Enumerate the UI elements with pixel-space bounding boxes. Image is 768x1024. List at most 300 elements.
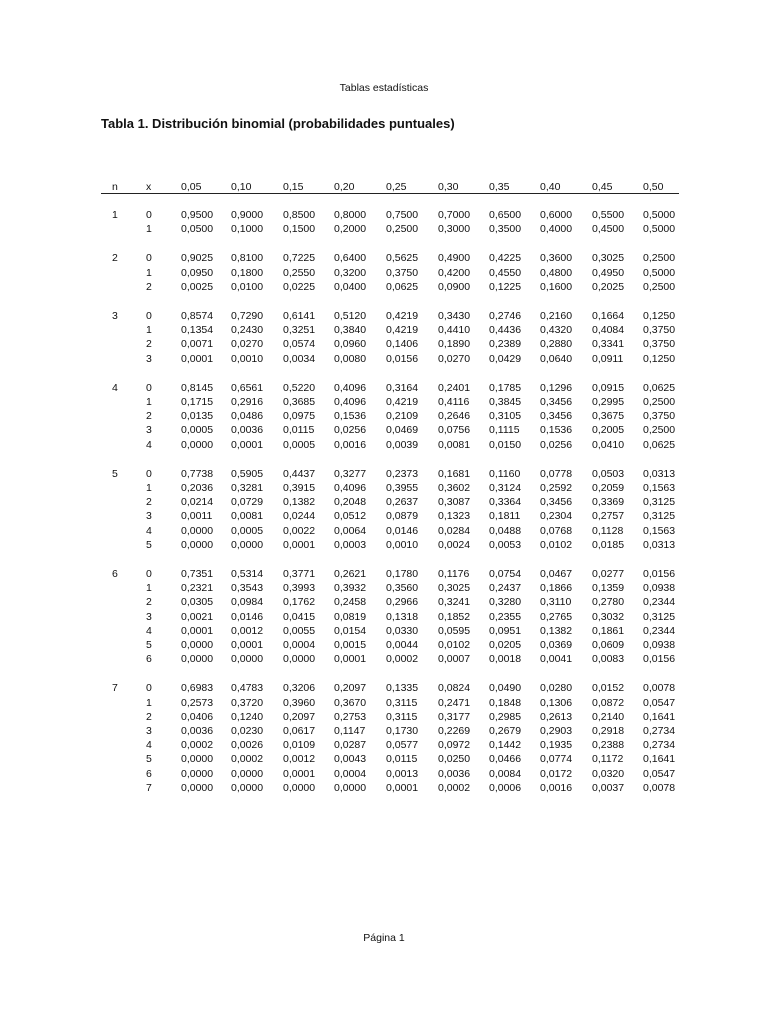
table-cell: 0,2097	[334, 682, 367, 694]
table-cell: 0,0081	[438, 439, 471, 451]
table-cell: 0,1359	[592, 582, 625, 594]
table-cell: 0,2344	[643, 625, 676, 637]
table-cell: 0,0055	[283, 625, 316, 637]
table-cell: 0,0938	[643, 582, 676, 594]
table-cell: 0,3281	[231, 482, 264, 494]
table-cell: 0,5625	[386, 252, 419, 264]
table-cell: 0,1250	[643, 310, 676, 322]
table-cell: 0,0754	[489, 568, 522, 580]
table-cell: 0,0081	[231, 510, 264, 522]
table-cell: 0,0156	[643, 568, 676, 580]
table-cell: 0,0490	[489, 682, 522, 694]
table-cell: 0,0034	[283, 353, 316, 365]
table-cell: 0,0320	[592, 768, 625, 780]
table-cell: 0,0024	[438, 539, 471, 551]
table-cell: 0,0026	[231, 739, 264, 751]
table-cell: 0,0115	[283, 424, 315, 436]
table-cell: 0,0002	[386, 653, 419, 665]
row-x-label: 4	[146, 439, 152, 451]
table-cell: 0,0001	[283, 539, 316, 551]
table-cell: 0,1250	[643, 353, 676, 365]
table-cell: 0,4000	[540, 223, 573, 235]
table-cell: 0,3543	[231, 582, 264, 594]
table-cell: 0,1225	[489, 281, 522, 293]
table-cell: 0,3456	[540, 396, 573, 408]
table-cell: 0,1664	[592, 310, 625, 322]
table-cell: 0,0872	[592, 697, 625, 709]
table-cell: 0,0000	[181, 539, 214, 551]
table-cell: 0,2458	[334, 596, 367, 608]
table-cell: 0,1160	[489, 468, 521, 480]
table-cell: 0,0078	[643, 682, 676, 694]
table-cell: 0,2269	[438, 725, 471, 737]
column-header-p: 0,15	[283, 181, 304, 193]
table-cell: 0,3915	[283, 482, 316, 494]
row-x-label: 0	[146, 682, 152, 694]
table-cell: 0,6983	[181, 682, 214, 694]
table-cell: 0,0819	[334, 611, 367, 623]
table-cell: 0,4320	[540, 324, 573, 336]
row-x-label: 3	[146, 353, 152, 365]
table-cell: 0,1866	[540, 582, 573, 594]
table-cell: 0,4410	[438, 324, 471, 336]
table-cell: 0,3115	[386, 711, 418, 723]
table-cell: 0,0135	[181, 410, 214, 422]
row-x-label: 7	[146, 782, 152, 794]
table-cell: 0,1861	[592, 625, 625, 637]
row-x-label: 1	[146, 396, 152, 408]
table-cell: 0,0729	[231, 496, 264, 508]
table-cell: 0,0022	[283, 525, 316, 537]
table-cell: 0,1641	[643, 711, 676, 723]
table-cell: 0,0400	[334, 281, 367, 293]
table-cell: 0,4219	[386, 396, 419, 408]
table-cell: 0,1811	[489, 510, 521, 522]
table-cell: 0,0410	[592, 439, 625, 451]
table-cell: 0,0102	[540, 539, 573, 551]
table-cell: 0,1563	[643, 525, 676, 537]
table-cell: 0,0001	[181, 353, 214, 365]
table-cell: 0,0486	[231, 410, 264, 422]
table-cell: 0,0369	[540, 639, 573, 651]
row-x-label: 3	[146, 424, 152, 436]
table-cell: 0,0115	[386, 753, 418, 765]
table-cell: 0,2471	[438, 697, 471, 709]
table-cell: 0,0102	[438, 639, 471, 651]
row-x-label: 0	[146, 382, 152, 394]
row-x-label: 5	[146, 753, 152, 765]
table-cell: 0,0005	[181, 424, 214, 436]
row-x-label: 6	[146, 768, 152, 780]
table-cell: 0,0000	[181, 639, 214, 651]
table-cell: 0,0000	[231, 782, 264, 794]
table-cell: 0,4200	[438, 267, 471, 279]
table-cell: 0,0270	[231, 338, 264, 350]
table-cell: 0,2985	[489, 711, 522, 723]
table-cell: 0,4096	[334, 396, 367, 408]
table-cell: 0,3602	[438, 482, 471, 494]
table-cell: 0,0018	[489, 653, 522, 665]
table-cell: 0,1730	[386, 725, 419, 737]
table-cell: 0,2918	[592, 725, 625, 737]
table-cell: 0,2903	[540, 725, 573, 737]
table-cell: 0,1536	[334, 410, 367, 422]
table-cell: 0,0972	[438, 739, 471, 751]
table-cell: 0,3456	[540, 410, 573, 422]
table-cell: 0,3670	[334, 697, 367, 709]
table-cell: 0,1715	[181, 396, 214, 408]
row-x-label: 3	[146, 611, 152, 623]
table-cell: 0,0960	[334, 338, 367, 350]
table-cell: 0,5000	[643, 209, 676, 221]
table-cell: 0,1318	[386, 611, 419, 623]
table-cell: 0,3251	[283, 324, 316, 336]
table-cell: 0,0150	[489, 439, 522, 451]
table-cell: 0,1382	[540, 625, 573, 637]
table-cell: 0,0146	[231, 611, 264, 623]
table-cell: 0,3110	[540, 596, 572, 608]
table-cell: 0,2780	[592, 596, 625, 608]
table-cell: 0,1240	[231, 711, 264, 723]
table-cell: 0,3845	[489, 396, 522, 408]
table-cell: 0,3241	[438, 596, 471, 608]
row-x-label: 5	[146, 639, 152, 651]
table-cell: 0,2025	[592, 281, 625, 293]
table-cell: 0,6561	[231, 382, 264, 394]
table-cell: 0,0277	[592, 568, 625, 580]
row-x-label: 0	[146, 568, 152, 580]
table-cell: 0,2059	[592, 482, 625, 494]
table-cell: 0,1785	[489, 382, 522, 394]
table-cell: 0,1000	[231, 223, 264, 235]
table-cell: 0,4096	[334, 382, 367, 394]
table-cell: 0,3115	[386, 697, 418, 709]
table-cell: 0,0001	[231, 639, 264, 651]
table-cell: 0,4800	[540, 267, 573, 279]
table-cell: 0,2321	[181, 582, 214, 594]
column-header-p: 0,40	[540, 181, 561, 193]
row-x-label: 3	[146, 725, 152, 737]
table-cell: 0,0950	[181, 267, 214, 279]
table-cell: 0,0000	[181, 653, 214, 665]
table-cell: 0,4783	[231, 682, 264, 694]
column-header-p: 0,05	[181, 181, 202, 193]
table-cell: 0,0984	[231, 596, 264, 608]
table-cell: 0,0284	[438, 525, 471, 537]
table-cell: 0,0915	[592, 382, 625, 394]
table-cell: 0,3177	[438, 711, 471, 723]
row-x-label: 4	[146, 625, 152, 637]
table-cell: 0,3430	[438, 310, 471, 322]
row-x-label: 5	[146, 539, 152, 551]
table-cell: 0,0006	[489, 782, 522, 794]
table-cell: 0,0100	[231, 281, 264, 293]
table-cell: 0,0415	[283, 611, 316, 623]
table-cell: 0,2550	[283, 267, 316, 279]
table-cell: 0,0547	[643, 768, 676, 780]
table-cell: 0,0778	[540, 468, 573, 480]
table-cell: 0,3955	[386, 482, 419, 494]
table-cell: 0,0025	[181, 281, 214, 293]
row-x-label: 2	[146, 496, 152, 508]
table-cell: 0,1323	[438, 510, 471, 522]
table-cell: 0,2592	[540, 482, 573, 494]
table-cell: 0,0469	[386, 424, 419, 436]
table-cell: 0,0036	[181, 725, 214, 737]
table-cell: 0,4550	[489, 267, 522, 279]
table-cell: 0,0250	[438, 753, 471, 765]
table-cell: 0,0001	[231, 439, 264, 451]
table-cell: 0,0037	[592, 782, 625, 794]
table-cell: 0,2140	[592, 711, 625, 723]
table-cell: 0,0330	[386, 625, 419, 637]
table-cell: 0,0214	[181, 496, 214, 508]
table-cell: 0,9025	[181, 252, 214, 264]
table-cell: 0,0768	[540, 525, 573, 537]
table-cell: 0,3206	[283, 682, 316, 694]
table-cell: 0,0911	[592, 353, 624, 365]
table-cell: 0,0313	[643, 468, 676, 480]
table-cell: 0,2355	[489, 611, 522, 623]
table-cell: 0,2389	[489, 338, 522, 350]
table-cell: 0,8000	[334, 209, 367, 221]
table-title: Tabla 1. Distribución binomial (probabilidades puntuales)	[101, 116, 455, 131]
table-cell: 0,8100	[231, 252, 264, 264]
table-cell: 0,7000	[438, 209, 471, 221]
table-cell: 0,2000	[334, 223, 367, 235]
table-cell: 0,0625	[643, 439, 676, 451]
table-cell: 0,2916	[231, 396, 264, 408]
table-cell: 0,2573	[181, 697, 214, 709]
table-cell: 0,0080	[334, 353, 367, 365]
row-x-label: 0	[146, 209, 152, 221]
table-cell: 0,3125	[643, 611, 676, 623]
table-cell: 0,2757	[592, 510, 625, 522]
table-cell: 0,0005	[231, 525, 264, 537]
table-cell: 0,0012	[231, 625, 264, 637]
table-cell: 0,3720	[231, 697, 264, 709]
table-cell: 0,3369	[592, 496, 625, 508]
table-cell: 0,3932	[334, 582, 367, 594]
table-cell: 0,3124	[489, 482, 522, 494]
table-cell: 0,0280	[540, 682, 573, 694]
table-cell: 0,7290	[231, 310, 264, 322]
header-rule	[101, 193, 679, 194]
table-cell: 0,0146	[386, 525, 419, 537]
table-cell: 0,0036	[438, 768, 471, 780]
table-cell: 0,2344	[643, 596, 676, 608]
table-cell: 0,0043	[334, 753, 367, 765]
table-cell: 0,3560	[386, 582, 419, 594]
table-cell: 0,0011	[181, 510, 213, 522]
table-cell: 0,1128	[592, 525, 624, 537]
table-cell: 0,2304	[540, 510, 573, 522]
table-cell: 0,2500	[643, 396, 676, 408]
table-cell: 0,2637	[386, 496, 419, 508]
table-cell: 0,0609	[592, 639, 625, 651]
table-cell: 0,0007	[438, 653, 471, 665]
table-cell: 0,3341	[592, 338, 625, 350]
table-cell: 0,3500	[489, 223, 522, 235]
table-cell: 0,0078	[643, 782, 676, 794]
table-cell: 0,1406	[386, 338, 419, 350]
table-cell: 0,0001	[334, 653, 367, 665]
table-cell: 0,0002	[231, 753, 264, 765]
table-cell: 0,1800	[231, 267, 264, 279]
row-x-label: 2	[146, 281, 152, 293]
table-cell: 0,1762	[283, 596, 316, 608]
table-cell: 0,0002	[181, 739, 214, 751]
group-n-label: 6	[112, 568, 118, 580]
table-cell: 0,7500	[386, 209, 419, 221]
table-cell: 0,0879	[386, 510, 419, 522]
table-cell: 0,0595	[438, 625, 471, 637]
table-cell: 0,1852	[438, 611, 471, 623]
table-cell: 0,5000	[643, 223, 676, 235]
table-cell: 0,6141	[283, 310, 316, 322]
table-cell: 0,2734	[643, 725, 676, 737]
table-cell: 0,0617	[283, 725, 316, 737]
table-cell: 0,3750	[643, 338, 676, 350]
table-cell: 0,0064	[334, 525, 367, 537]
table-cell: 0,2734	[643, 739, 676, 751]
table-cell: 0,2880	[540, 338, 573, 350]
row-x-label: 2	[146, 338, 152, 350]
table-cell: 0,0938	[643, 639, 676, 651]
column-header-p: 0,20	[334, 181, 355, 193]
table-cell: 0,2005	[592, 424, 625, 436]
row-x-label: 1	[146, 223, 152, 235]
table-cell: 0,4950	[592, 267, 625, 279]
table-cell: 0,1536	[540, 424, 573, 436]
table-cell: 0,0000	[231, 539, 264, 551]
column-header-p: 0,25	[386, 181, 407, 193]
column-header-n: n	[112, 181, 118, 193]
table-cell: 0,3105	[489, 410, 522, 422]
row-x-label: 0	[146, 252, 152, 264]
table-cell: 0,1172	[592, 753, 624, 765]
table-cell: 0,0000	[181, 782, 214, 794]
table-cell: 0,9500	[181, 209, 214, 221]
table-cell: 0,0500	[181, 223, 214, 235]
table-cell: 0,1641	[643, 753, 676, 765]
table-cell: 0,2500	[386, 223, 419, 235]
table-cell: 0,5220	[283, 382, 316, 394]
table-cell: 0,8145	[181, 382, 214, 394]
table-cell: 0,3750	[386, 267, 419, 279]
table-cell: 0,2388	[592, 739, 625, 751]
table-cell: 0,2109	[386, 410, 419, 422]
table-cell: 0,3125	[643, 496, 676, 508]
table-cell: 0,3200	[334, 267, 367, 279]
table-cell: 0,3277	[334, 468, 367, 480]
table-cell: 0,1681	[438, 468, 471, 480]
table-cell: 0,0016	[334, 439, 367, 451]
table-cell: 0,0172	[540, 768, 573, 780]
table-cell: 0,0152	[592, 682, 625, 694]
table-cell: 0,3164	[386, 382, 419, 394]
table-cell: 0,0756	[438, 424, 471, 436]
group-n-label: 3	[112, 310, 118, 322]
table-cell: 0,0000	[181, 439, 214, 451]
table-cell: 0,0003	[334, 539, 367, 551]
table-cell: 0,6000	[540, 209, 573, 221]
table-cell: 0,0039	[386, 439, 419, 451]
row-x-label: 6	[146, 653, 152, 665]
table-cell: 0,0577	[386, 739, 419, 751]
table-cell: 0,0185	[592, 539, 625, 551]
table-cell: 0,0000	[231, 768, 264, 780]
group-n-label: 5	[112, 468, 118, 480]
table-cell: 0,9000	[231, 209, 264, 221]
table-cell: 0,3840	[334, 324, 367, 336]
table-cell: 0,0053	[489, 539, 522, 551]
row-x-label: 2	[146, 711, 152, 723]
table-cell: 0,2036	[181, 482, 214, 494]
table-cell: 0,3025	[592, 252, 625, 264]
page-header: Tablas estadísticas	[339, 82, 429, 94]
table-cell: 0,0574	[283, 338, 316, 350]
table-cell: 0,2995	[592, 396, 625, 408]
row-x-label: 1	[146, 324, 152, 336]
table-cell: 0,1296	[540, 382, 573, 394]
table-cell: 0,0001	[283, 768, 316, 780]
table-cell: 0,2646	[438, 410, 471, 422]
table-cell: 0,4219	[386, 310, 419, 322]
table-cell: 0,0512	[334, 510, 367, 522]
table-cell: 0,0488	[489, 525, 522, 537]
table-cell: 0,8574	[181, 310, 214, 322]
table-cell: 0,0005	[283, 439, 316, 451]
table-cell: 0,0015	[334, 639, 367, 651]
table-cell: 0,0083	[592, 653, 625, 665]
table-cell: 0,0305	[181, 596, 214, 608]
table-cell: 0,2160	[540, 310, 573, 322]
table-cell: 0,3960	[283, 697, 316, 709]
table-cell: 0,0000	[283, 653, 316, 665]
table-cell: 0,0466	[489, 753, 522, 765]
table-cell: 0,5905	[231, 468, 264, 480]
table-cell: 0,3364	[489, 496, 522, 508]
table-cell: 0,3750	[643, 324, 676, 336]
table-cell: 0,0012	[283, 753, 316, 765]
table-cell: 0,4436	[489, 324, 522, 336]
table-cell: 0,0010	[386, 539, 419, 551]
row-x-label: 4	[146, 739, 152, 751]
table-cell: 0,1382	[283, 496, 316, 508]
table-cell: 0,3750	[643, 410, 676, 422]
table-cell: 0,0774	[540, 753, 573, 765]
table-cell: 0,3456	[540, 496, 573, 508]
table-cell: 0,3087	[438, 496, 471, 508]
table-cell: 0,4116	[438, 396, 470, 408]
table-cell: 0,0640	[540, 353, 573, 365]
table-cell: 0,3032	[592, 611, 625, 623]
table-cell: 0,4500	[592, 223, 625, 235]
table-cell: 0,0287	[334, 739, 367, 751]
table-cell: 0,0109	[283, 739, 316, 751]
table-cell: 0,0013	[386, 768, 419, 780]
table-cell: 0,2097	[283, 711, 316, 723]
table-cell: 0,0230	[231, 725, 264, 737]
table-cell: 0,0975	[283, 410, 316, 422]
row-x-label: 0	[146, 468, 152, 480]
table-cell: 0,5120	[334, 310, 367, 322]
table-cell: 0,3125	[643, 510, 676, 522]
table-cell: 0,6400	[334, 252, 367, 264]
table-cell: 0,5000	[643, 267, 676, 279]
table-cell: 0,2401	[438, 382, 471, 394]
